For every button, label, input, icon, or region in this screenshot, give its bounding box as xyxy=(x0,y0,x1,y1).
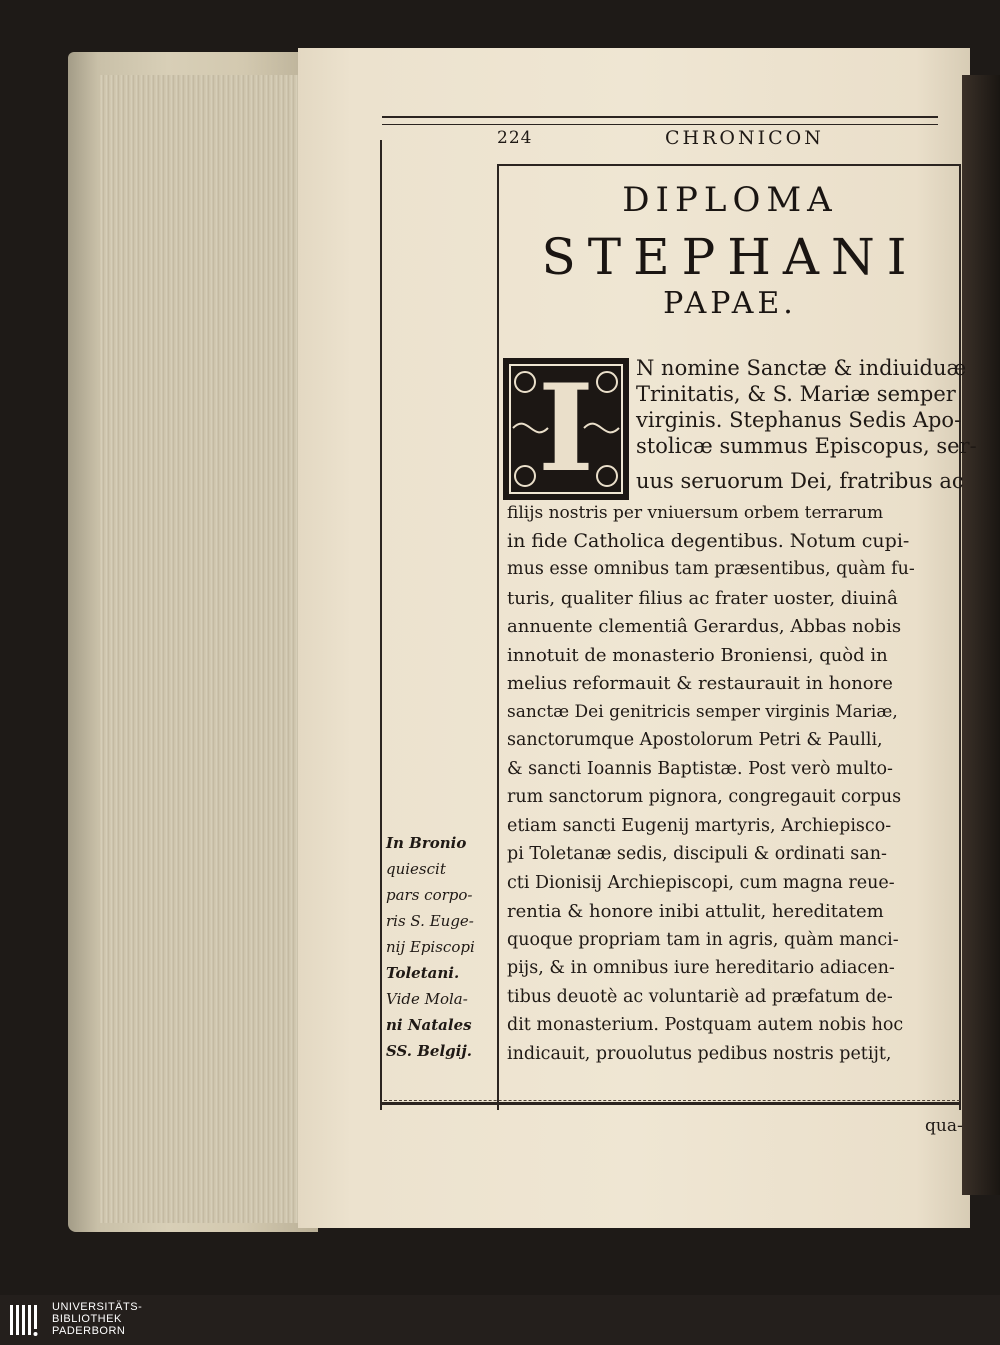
title-line-2: STEPHANI xyxy=(541,228,919,286)
margin-note-line: nij Episcopi xyxy=(386,938,475,956)
text-line: annuente clementiâ Gerardus, Abbas nobis xyxy=(507,616,902,637)
text-line: indicauit, prouolutus pedibus nostris petijt, xyxy=(507,1044,892,1064)
text-line: pi Toletanæ sedis, discipuli & ordinati san- xyxy=(507,844,887,864)
text-line: mus esse omnibus tam præsentibus, quàm fu- xyxy=(507,559,915,579)
catchword: qua- xyxy=(925,1116,963,1136)
page-stack xyxy=(100,75,305,1223)
text-line: melius reformauit & restaurauit in honore xyxy=(507,673,893,694)
library-name-line: PADERBORN xyxy=(52,1325,126,1337)
margin-note-line: Toletani. xyxy=(386,964,460,982)
text-line: sanctorumque Apostolorum Petri & Paulli, xyxy=(507,730,883,750)
text-line: etiam sancti Eugenij martyris, Archiepisco- xyxy=(507,816,892,836)
text-line: uus seruorum Dei, fratribus ac xyxy=(636,469,964,493)
bottom-rule-ornament xyxy=(384,1100,960,1105)
text-line: cti Dionisij Archiepiscopi, cum magna reue- xyxy=(507,873,895,893)
running-head: CHRONICON xyxy=(665,127,824,149)
library-footer xyxy=(0,1295,1000,1345)
page-number: 224 xyxy=(497,128,533,148)
title-line-1: DIPLOMA xyxy=(622,180,838,220)
decorated-initial xyxy=(503,358,629,500)
text-line: rum sanctorum pignora, congregauit corpus xyxy=(507,787,902,807)
margin-note-line: pars corpo- xyxy=(386,886,473,904)
text-line: & sancti Ioannis Baptistæ. Post verò multo- xyxy=(507,759,893,779)
library-name xyxy=(52,1301,142,1337)
text-line: Trinitatis, & S. Mariæ semper xyxy=(636,382,956,406)
text-line: stolicæ summus Episcopus, ser- xyxy=(636,434,977,458)
top-rule-ornament xyxy=(382,116,938,125)
text-line: filijs nostris per vniuersum orbem terrarum xyxy=(507,503,884,523)
text-line: N nomine Sanctæ & indiuiduæ xyxy=(636,356,967,380)
library-name-line: UNIVERSITÄTS- xyxy=(52,1301,143,1313)
library-name-line: BIBLIOTHEK xyxy=(52,1313,122,1325)
facing-page-edge xyxy=(962,75,1000,1195)
frame-top-rule xyxy=(497,164,961,166)
text-line: quoque propriam tam in agris, quàm manci- xyxy=(507,930,899,950)
text-line: in fide Catholica degentibus. Notum cupi- xyxy=(507,530,910,552)
text-line: virginis. Stephanus Sedis Apo- xyxy=(636,408,962,432)
margin-note-line: SS. Belgij. xyxy=(386,1042,473,1060)
text-line: sanctæ Dei genitricis semper virginis Mariæ, xyxy=(507,702,898,722)
frame-margin-rule xyxy=(497,164,499,1110)
title-line-3: PAPAE. xyxy=(663,286,797,321)
margin-note-line: ris S. Euge- xyxy=(386,912,474,930)
frame-left-rule xyxy=(380,140,382,1110)
text-line: pijs, & in omnibus iure hereditario adiacen- xyxy=(507,958,895,978)
margin-note-line: In Bronio xyxy=(386,834,467,852)
text-line: dit monasterium. Postquam autem nobis hoc xyxy=(507,1015,904,1035)
initial-letter: I xyxy=(537,358,595,499)
text-line: innotuit de monasterio Broniensi, quòd in xyxy=(507,645,888,666)
text-line: rentia & honore inibi attulit, hereditatem xyxy=(507,901,884,922)
library-logo-icon xyxy=(10,1301,44,1339)
margin-note-line: ni Natales xyxy=(386,1016,472,1034)
text-line: tibus deuotè ac voluntariè ad præfatum de- xyxy=(507,987,893,1007)
margin-note-line: Vide Mola- xyxy=(386,990,468,1008)
text-line: turis, qualiter filius ac frater uoster, diuinâ xyxy=(507,588,898,609)
margin-note-line: quiescit xyxy=(386,860,446,878)
